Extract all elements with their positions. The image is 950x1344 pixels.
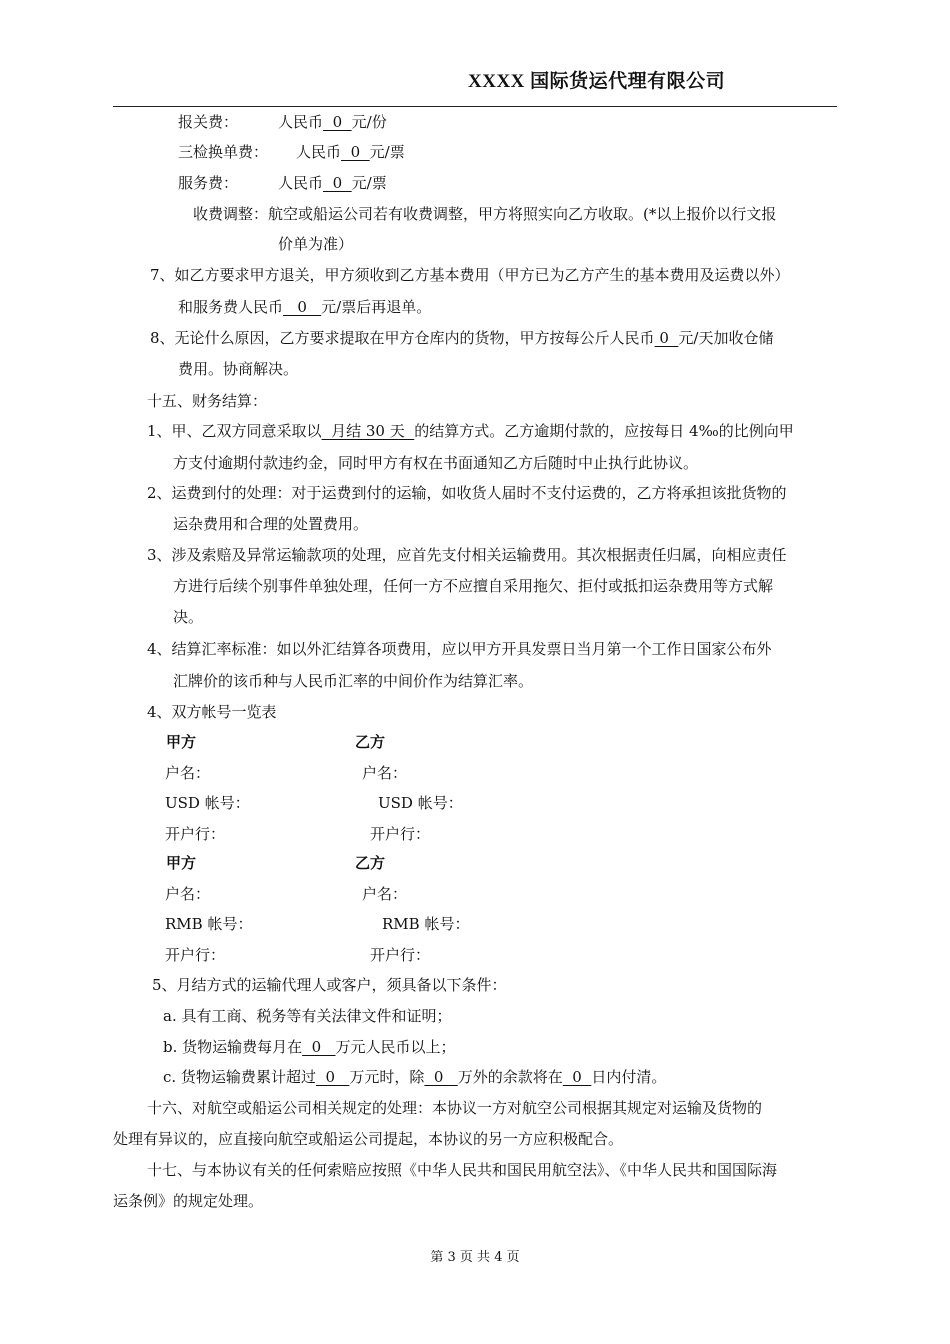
value: 0 [424, 1068, 458, 1086]
fee-label: 收费调整： [193, 205, 269, 223]
text: 的结算方式。乙方逾期付款的，应按每日 4‰的比例向甲 [414, 422, 794, 440]
text: 万元人民币以上； [335, 1038, 456, 1056]
value: 0 [283, 298, 322, 316]
settle-item-1-cont: 方支付逾期付款违约金，同时甲方有权在书面通知乙方后随时中止执行此协议。 [173, 454, 699, 472]
section-16-cont: 处理有异议的，应直接向航空或船运公司提起，本协议的另一方应积极配合。 [113, 1130, 624, 1148]
header-divider [113, 106, 837, 107]
page-number: 3 [447, 1250, 456, 1265]
party-a-bank: 开户行： [165, 825, 226, 843]
monthly-conditions-title: 5、月结方式的运输代理人或客户，须具备以下条件： [152, 976, 507, 994]
fee-unit: 元/份 [351, 113, 387, 131]
value: 0 [302, 1038, 336, 1056]
text: 日内付清。 [591, 1068, 667, 1086]
clause-7: 7、如乙方要求甲方退关，甲方须收到乙方基本费用（甲方已为乙方产生的基本费用及运费以外） [150, 266, 790, 284]
clause-8 [150, 328, 773, 348]
party-b-usd: USD 帐号： [378, 794, 463, 812]
clause-7-cont [178, 297, 431, 317]
settle-item-3-cont2: 决。 [173, 608, 204, 626]
party-a-name: 户名： [165, 885, 211, 903]
fee-adjust [193, 204, 776, 224]
text: 和服务费人民币 [178, 298, 284, 316]
accounts-title: 4、双方帐号一览表 [147, 703, 277, 721]
settle-item-4: 4、结算汇率标准：如以外汇结算各项费用，应以甲方开具发票日当月第一个工作日国家公布外 [147, 640, 772, 658]
fee-label: 报关费： [178, 113, 239, 131]
fee-prefix: 人民币 [278, 174, 324, 192]
value: 0 [654, 329, 679, 347]
condition-a: a. 具有工商、税务等有关法律文件和证明； [163, 1007, 452, 1025]
text: 8、无论什么原因，乙方要求提取在甲方仓库内的货物，甲方按每公斤人民币 [150, 329, 655, 347]
section-17: 十七、与本协议有关的任何索赔应按照《中华人民共和国民用航空法》、《中华人民共和国国际海 [147, 1161, 778, 1179]
text: 元/票后再退单。 [321, 298, 432, 316]
fee-unit: 元/票 [369, 143, 405, 161]
party-a-rmb: RMB 帐号： [165, 915, 253, 933]
fee-value: 0 [323, 113, 352, 131]
party-b-bank: 开户行： [370, 825, 431, 843]
party-b-rmb: RMB 帐号： [382, 915, 470, 933]
value: 0 [315, 1068, 350, 1086]
settle-item-2: 2、运费到付的处理：对于运费到付的运输，如收货人届时不支付运费的，乙方将承担该批货物的 [147, 484, 787, 502]
party-a-label: 甲方 [166, 854, 197, 872]
settle-item-2-cont: 运杂费用和合理的处置费用。 [173, 515, 369, 533]
fee-label: 服务费： [178, 174, 239, 192]
fee-value: 0 [341, 143, 370, 161]
company-header: XXXX 国际货运代理有限公司 [468, 71, 726, 92]
condition-c [163, 1067, 666, 1087]
party-b-label: 乙方 [355, 733, 386, 751]
text: 万外的余款将在 [457, 1068, 563, 1086]
settle-item-4-cont: 汇牌价的该币种与人民币汇率的中间价作为结算汇率。 [173, 672, 534, 690]
section-16: 十六、对航空或船运公司相关规定的处理：本协议一方对航空公司根据其规定对运输及货物的 [147, 1099, 763, 1117]
condition-b [163, 1037, 456, 1057]
settle-item-1 [147, 421, 794, 441]
text: 页 共 [459, 1250, 491, 1265]
fee-prefix: 人民币 [296, 143, 342, 161]
party-b-bank: 开户行： [370, 946, 431, 964]
fee-service [178, 173, 387, 193]
section-17-cont: 运条例》的规定处理。 [113, 1192, 264, 1210]
text: 元/天加收仓储 [678, 329, 774, 347]
fee-value: 0 [323, 174, 352, 192]
fee-label: 三检换单费： [178, 143, 269, 161]
party-a-name: 户名： [165, 764, 211, 782]
page-total: 4 [494, 1250, 503, 1265]
fee-prefix: 人民币 [278, 113, 324, 131]
fee-adjust-text: 航空或船运公司若有收费调整，甲方将照实向乙方收取。(*以上报价以行文报 [268, 205, 777, 223]
party-a-label: 甲方 [166, 733, 197, 751]
fee-customs [178, 112, 387, 132]
party-a-usd: USD 帐号： [165, 794, 250, 812]
clause-8-cont: 费用。协商解决。 [178, 360, 299, 378]
party-b-name: 户名： [362, 764, 408, 782]
value: 月结 30 天 [321, 422, 415, 440]
fee-adjust-cont: 价单为准） [278, 235, 354, 253]
text: 1、甲、乙双方同意采取以 [147, 422, 322, 440]
section-15-title: 十五、财务结算： [147, 392, 268, 410]
page-footer [0, 1246, 950, 1265]
text: b. 货物运输费每月在 [163, 1038, 303, 1056]
text: 第 [430, 1250, 444, 1265]
text: c. 货物运输费累计超过 [163, 1068, 316, 1086]
fee-unit: 元/票 [351, 174, 387, 192]
party-b-label: 乙方 [355, 854, 386, 872]
value: 0 [562, 1068, 592, 1086]
fee-inspection [178, 142, 405, 162]
settle-item-3: 3、涉及索赔及异常运输款项的处理，应首先支付相关运输费用。其次根据责任归属，向相应责任 [147, 546, 787, 564]
text: 页 [506, 1250, 520, 1265]
settle-item-3-cont: 方进行后续个别事件单独处理，任何一方不应擅自采用拖欠、拒付或抵扣运杂费用等方式解 [173, 577, 774, 595]
text: 万元时，除 [349, 1068, 425, 1086]
party-a-bank: 开户行： [165, 946, 226, 964]
party-b-name: 户名： [362, 885, 408, 903]
